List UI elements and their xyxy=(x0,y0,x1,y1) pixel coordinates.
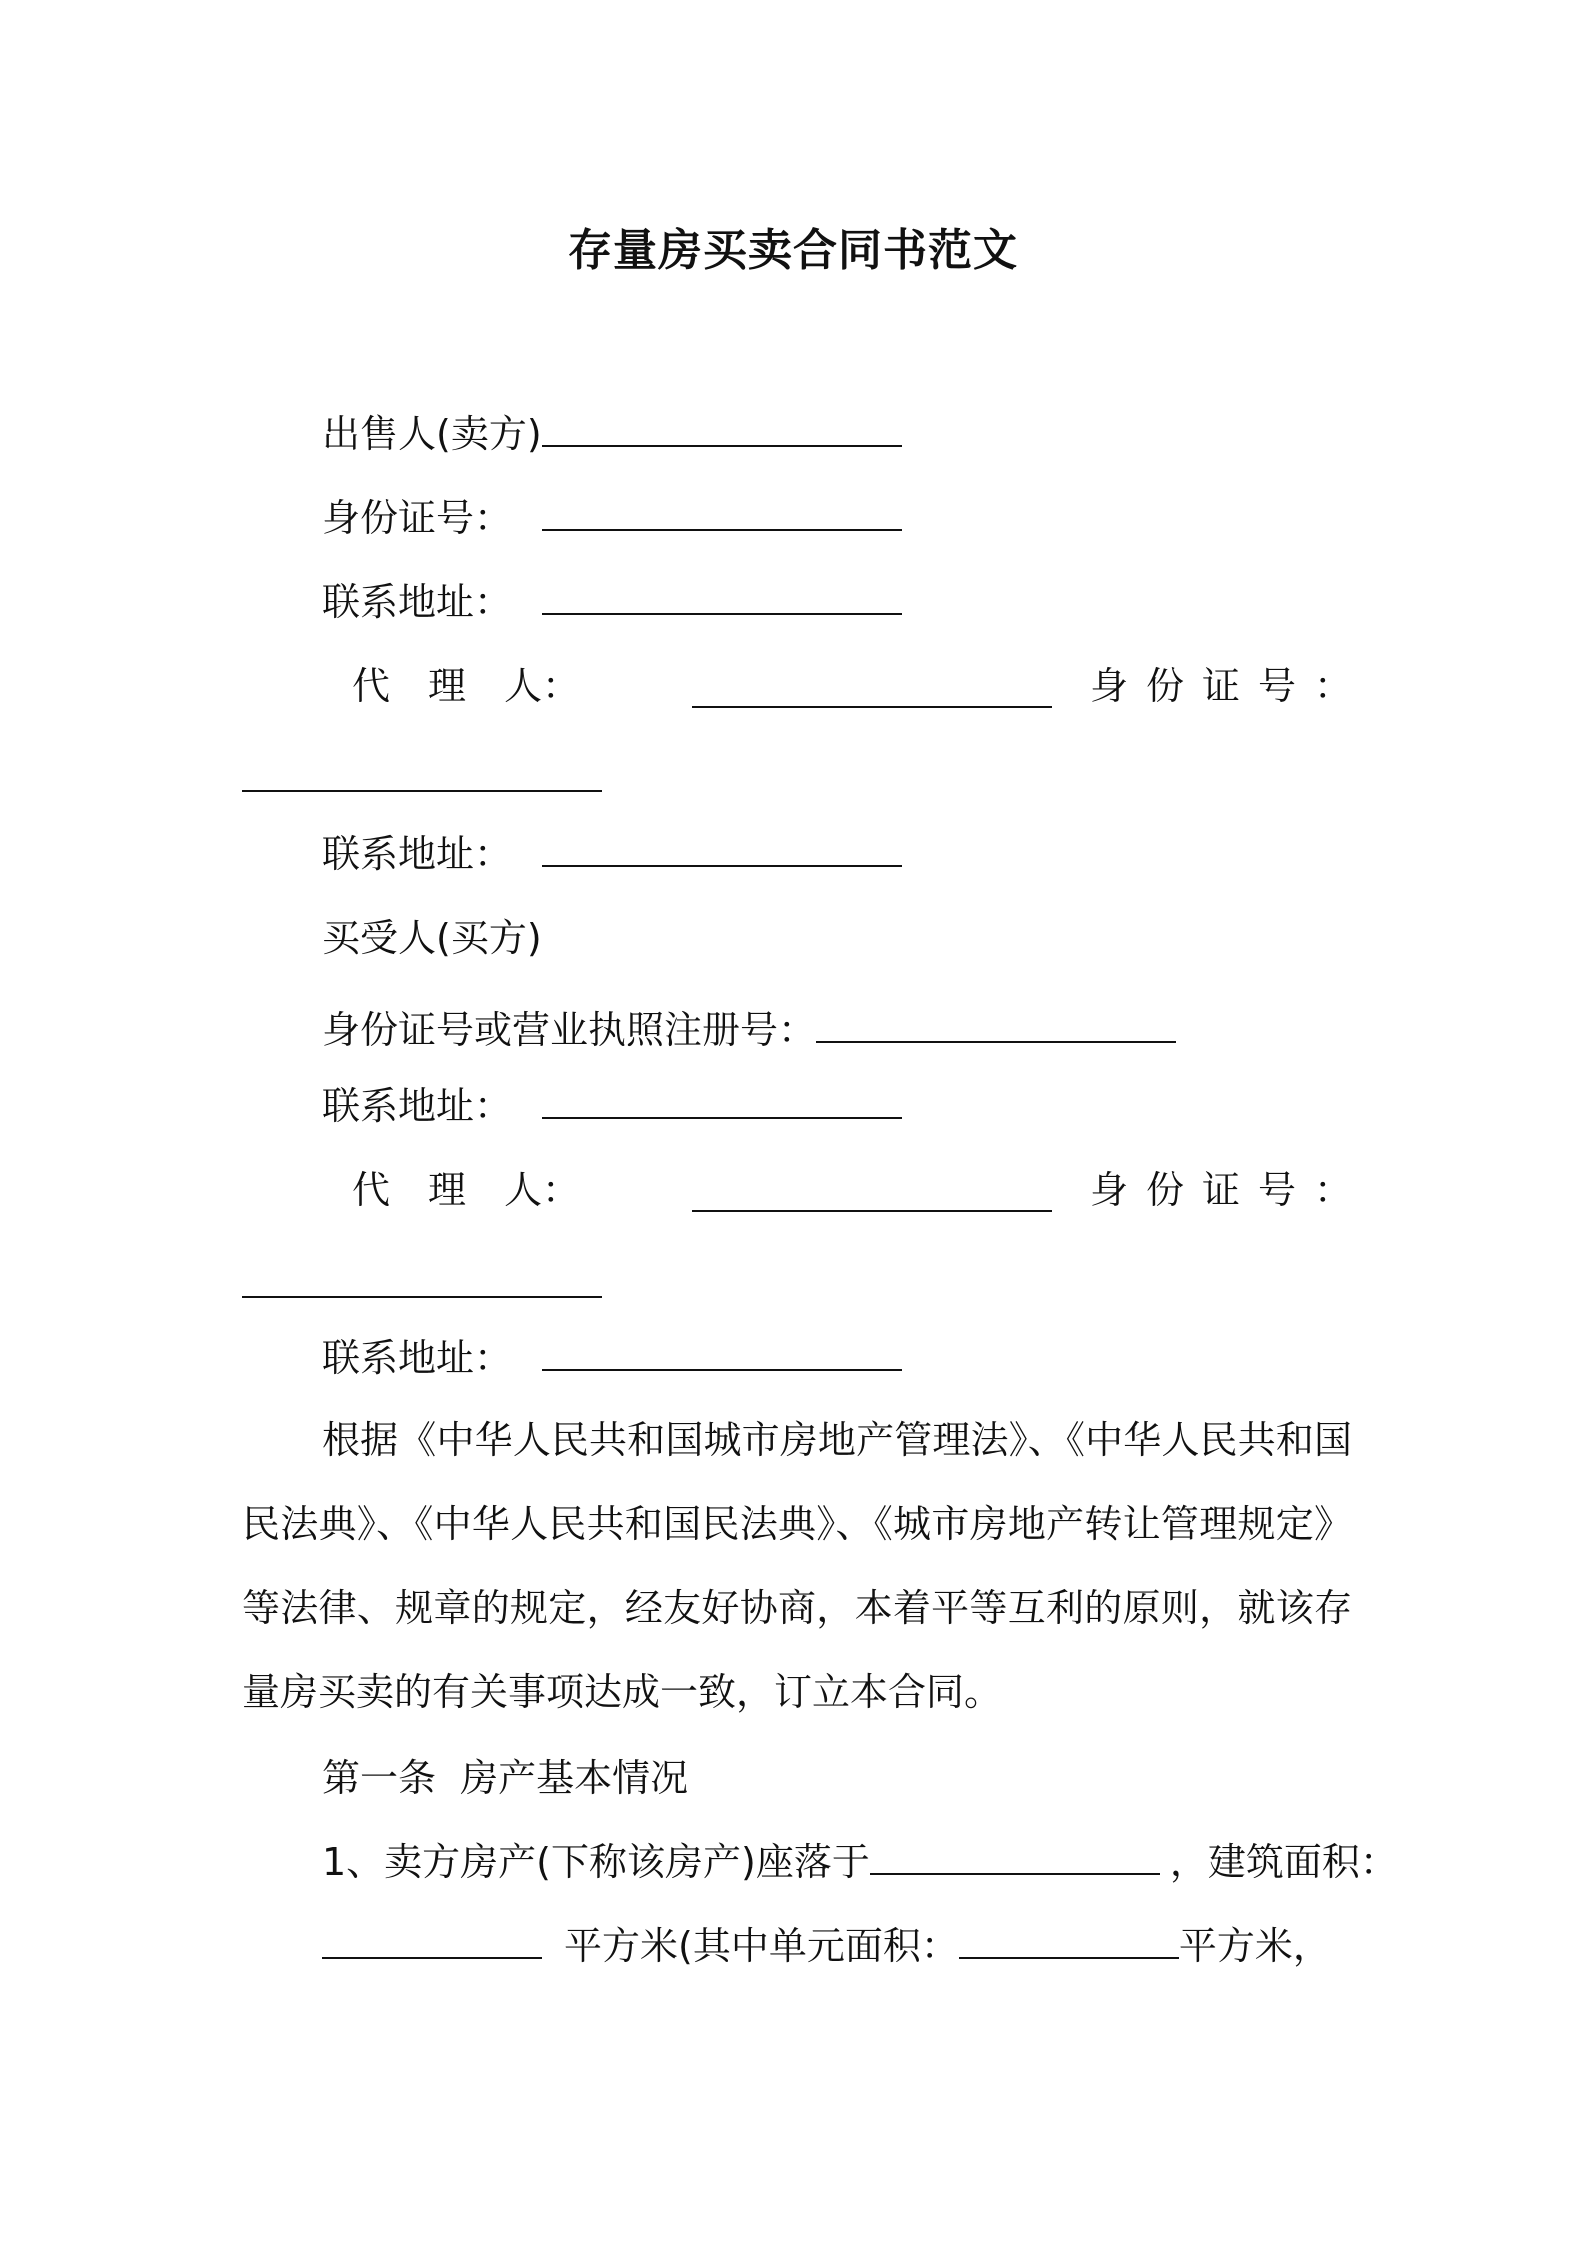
buyer-address-blank[interactable] xyxy=(542,1083,902,1119)
buyer-agent-blank[interactable] xyxy=(692,1176,1052,1212)
building-area-blank[interactable] xyxy=(322,1923,542,1959)
buyer-id-blank[interactable] xyxy=(816,1007,1176,1043)
buyer-label: 买受人(买方) xyxy=(322,916,542,960)
buyer-agent-id-blank[interactable] xyxy=(242,1262,602,1298)
seller-agent-address-blank[interactable] xyxy=(542,831,902,867)
buyer-agent-address-blank[interactable] xyxy=(542,1335,902,1371)
article1-item1-line2 xyxy=(242,1922,1331,1970)
seller-agent-id-label: 身份证号： xyxy=(1090,664,1371,708)
buyer-line xyxy=(322,914,542,962)
article1-item1-line1 xyxy=(322,1838,1398,1886)
seller-address-label: 联系地址： xyxy=(322,580,513,624)
buyer-agent-address-label: 联系地址： xyxy=(322,1336,513,1380)
article1-item1-part2: ，建筑面积： xyxy=(1169,1840,1398,1884)
location-blank[interactable] xyxy=(870,1839,1160,1875)
seller-line xyxy=(322,410,902,458)
document-title: 存量房买卖合同书范文 xyxy=(568,225,1018,276)
article1-item1-part1: 1、卖方房产(下称该房产)座落于 xyxy=(322,1840,870,1884)
seller-id-label: 身份证号： xyxy=(322,496,513,540)
seller-agent-id-blank[interactable] xyxy=(242,756,602,792)
article1-item1-part4: 平方米， xyxy=(1178,1924,1331,1968)
seller-agent-address-label: 联系地址： xyxy=(322,832,513,876)
seller-agent-blank[interactable] xyxy=(692,672,1052,708)
preamble-paragraph: 根据《中华人民共和国城市房地产管理法》、《中华人民共和国民法典》、《中华人民共和国民法典》、《城市房地产转让管理规定》等法律、规章的规定，经友好协商，本着平等互利的原则，就该存量房买卖的有关事项达成一致，订立本合同。 xyxy=(242,1418,1352,1714)
buyer-agent-address-line xyxy=(322,1334,902,1382)
buyer-address-label: 联系地址： xyxy=(322,1084,513,1128)
buyer-agent-label: 代 理 人： xyxy=(352,1168,581,1212)
article1-item1-part3: 平方米(其中单元面积： xyxy=(564,1924,959,1968)
seller-label: 出售人(卖方) xyxy=(322,412,542,456)
seller-agent-label: 代 理 人： xyxy=(352,664,581,708)
seller-agent-address-line xyxy=(322,830,902,878)
seller-address-line xyxy=(322,578,902,626)
buyer-agent-id-label: 身份证号： xyxy=(1090,1168,1371,1212)
article1-heading: 第一条 房产基本情况 xyxy=(322,1756,689,1800)
unit-area-blank[interactable] xyxy=(959,1923,1179,1959)
seller-address-blank[interactable] xyxy=(542,579,902,615)
seller-id-blank[interactable] xyxy=(542,495,902,531)
seller-id-line xyxy=(322,494,902,542)
buyer-id-label: 身份证号或营业执照注册号： xyxy=(322,1008,817,1052)
buyer-address-line xyxy=(322,1082,902,1130)
seller-name-blank[interactable] xyxy=(542,411,902,447)
buyer-id-line xyxy=(322,1006,1176,1054)
